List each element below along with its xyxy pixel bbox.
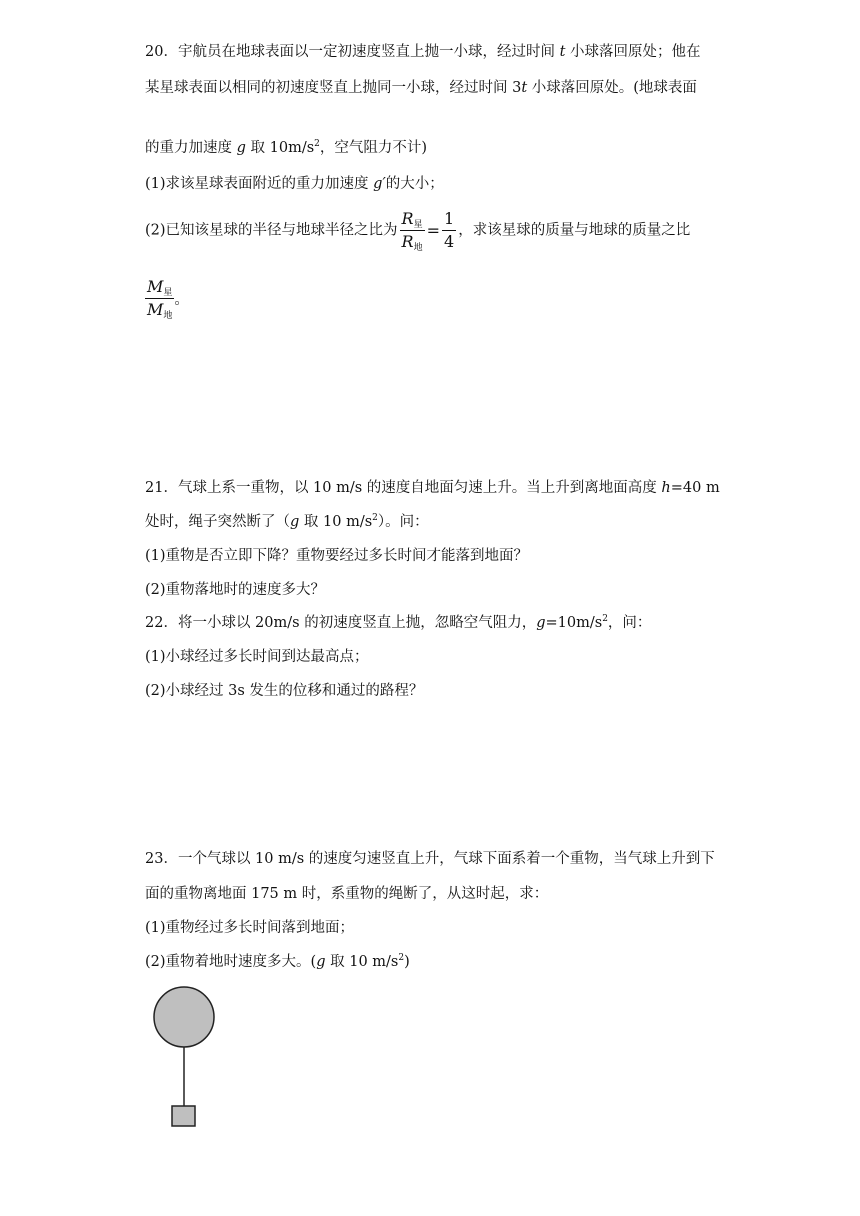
q23-line2: 面的重物离地面 175 m 时，系重物的绳断了，从这时起，求： <box>145 886 549 902</box>
radius-ratio-fraction: $\frac{R_星}{R_地}$ <box>401 209 423 253</box>
q21-part1: (1)重物是否立即下降？重物要经过多长时间才能落到地面？ <box>145 548 529 564</box>
q22-line1: 22．将一小球以 20m/s 的初速度竖直上抛，忽略空气阻力，$g=10m/s^2$，问： <box>145 614 652 631</box>
q20-part2: (2)已知该星球的半径与地球半径之比为 $\frac{R_星}{R_地}$ = $\frac{1}{4}$ ，求该星球的质量与地球的质量之比 <box>145 209 691 253</box>
q22-part2: (2)小球经过 3s 发生的位移和通过的路程？ <box>145 683 424 699</box>
weight-block <box>172 1106 195 1126</box>
q23-part1: (1)重物经过多长时间落到地面； <box>145 920 355 936</box>
q21-part2: (2)重物落地时的速度多大？ <box>145 582 326 598</box>
q23-line1: 23．一个气球以 10 m/s 的速度匀速竖直上升，气球下面系着一个重物，当气球上升到下 <box>145 851 715 867</box>
q21-line1: 21．气球上系一重物，以 10 m/s 的速度自地面匀速上升。当上升到离地面高度 h=40 m <box>145 480 720 496</box>
q20-part1: (1)求该星球表面附近的重力加速度 g′的大小； <box>145 176 444 192</box>
q21-line2: 处时，绳子突然断了（g 取 10 $m/s^2$）。问： <box>145 513 429 530</box>
q22-part1: (1)小球经过多长时间到达最高点； <box>145 649 369 665</box>
q20-line2: 某星球表面以相同的初速度竖直上抛同一小球，经过时间 3t 小球落回原处。(地球表面 <box>145 80 697 96</box>
q20-line1: 20．宇航员在地球表面以一定初速度竖直上抛一小球，经过时间 t 小球落回原处；他在 <box>145 44 701 60</box>
mass-ratio-fraction: $\frac{M_星}{M_地}$ 。 <box>147 277 189 321</box>
balloon-shape <box>154 987 214 1047</box>
q23-part2: (2)重物着地时速度多大。(g 取 10 $m/s^2$) <box>145 953 410 970</box>
ratio-value-fraction: $\frac{1}{4}$ <box>444 209 455 251</box>
q20-line3: 的重力加速度 g 取 $10m/s^2$，空气阻力不计) <box>145 139 428 156</box>
